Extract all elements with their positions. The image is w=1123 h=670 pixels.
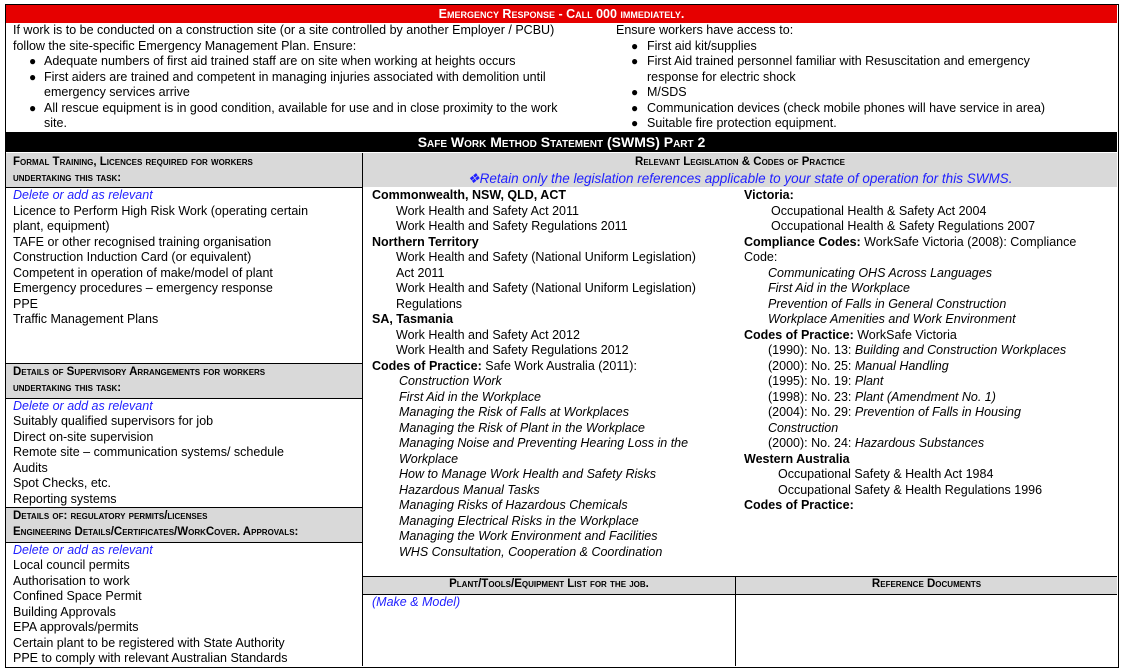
emergency-left-bullet-cont: emergency services arrive bbox=[44, 85, 190, 99]
diamond-icon: ❖ bbox=[467, 171, 480, 186]
cc-item: Prevention of Falls in General Construction bbox=[768, 297, 1007, 311]
emergency-right-bullet-cont: response for electric shock bbox=[647, 70, 796, 84]
bullet-icon: ● bbox=[29, 70, 37, 84]
vic-cop-title: Plant bbox=[854, 374, 884, 388]
vic-cop-head: Codes of Practice: bbox=[744, 328, 854, 342]
cop-heading-line bbox=[372, 359, 637, 375]
vic-head: Victoria: bbox=[744, 188, 794, 202]
emergency-right-bullet: First aid kit/supplies bbox=[647, 39, 757, 53]
training-item: plant, equipment) bbox=[13, 219, 110, 233]
vic-cop-item bbox=[768, 343, 1066, 359]
emergency-left-bullet-cont: site. bbox=[44, 116, 67, 130]
supervisory-header-2: undertaking this task: bbox=[13, 382, 122, 394]
cop-item: Construction Work bbox=[399, 374, 502, 388]
cop-item: Managing the Risk of Plant in the Workplace bbox=[399, 421, 645, 435]
sa-head: SA, Tasmania bbox=[372, 312, 454, 326]
vic-cop-title: Prevention of Falls in Housing bbox=[854, 405, 1021, 419]
training-item: Licence to Perform High Risk Work (operating certain bbox=[13, 204, 309, 218]
training-header-1: Formal Training, Licences required for workers bbox=[13, 156, 253, 168]
vic-cop-prefix: (1990): No. 13: bbox=[768, 343, 855, 357]
cc-item: First Aid in the Workplace bbox=[768, 281, 910, 295]
sa-item: Work Health and Safety Regulations 2012 bbox=[396, 343, 629, 357]
cc-item: Communicating OHS Across Languages bbox=[768, 266, 992, 280]
nt-item: Work Health and Safety (National Uniform Legislation) bbox=[396, 281, 696, 295]
vic-cop-item bbox=[768, 374, 883, 390]
vic-cop-prefix: (1995): No. 19: bbox=[768, 374, 855, 388]
vic-cop-prefix: (2004): No. 29: bbox=[768, 405, 855, 419]
vic-cop-source: WorkSafe Victoria bbox=[853, 328, 957, 342]
cw-item: Work Health and Safety Regulations 2011 bbox=[396, 219, 628, 233]
cop-item: How to Manage Work Health and Safety Risks bbox=[399, 467, 657, 481]
vic-cop-prefix: (2000): No. 25: bbox=[768, 359, 855, 373]
legislation-note bbox=[363, 171, 1117, 187]
vic-cop-prefix: (2000): No. 24: bbox=[768, 436, 855, 450]
cop-item: Managing the Work Environment and Facilities bbox=[399, 529, 658, 543]
wa-cop-head: Codes of Practice: bbox=[744, 498, 854, 512]
bullet-icon: ● bbox=[631, 101, 639, 115]
cop-item: Hazardous Manual Tasks bbox=[399, 483, 540, 497]
supervisory-header-1: Details of Supervisory Arrangements for workers bbox=[13, 366, 266, 378]
vic-cop-item bbox=[768, 390, 996, 406]
vic-cop-title: Construction bbox=[768, 421, 839, 435]
supervisory-item: Reporting systems bbox=[13, 492, 117, 506]
permits-item: EPA approvals/permits bbox=[13, 620, 139, 634]
emergency-right-bullet: Communication devices (check mobile phones will have service in area) bbox=[647, 101, 1046, 115]
cop-item: Workplace bbox=[399, 452, 459, 466]
bullet-icon: ● bbox=[29, 54, 37, 68]
vic-cop-item bbox=[768, 405, 1021, 421]
divider bbox=[363, 594, 1117, 595]
supervisory-item: Audits bbox=[13, 461, 48, 475]
emergency-left-bullet: Adequate numbers of first aid trained staff are on site when working at heights occurs bbox=[44, 54, 516, 68]
cc-heading-line bbox=[744, 235, 1076, 251]
permits-item: Local council permits bbox=[13, 558, 130, 572]
cop-head: Codes of Practice: bbox=[372, 359, 482, 373]
emergency-left-bullet: All rescue equipment is in good condition, available for use and in close proximity to the work bbox=[44, 101, 558, 115]
cw-head: Commonwealth, NSW, QLD, ACT bbox=[372, 188, 566, 202]
bullet-icon: ● bbox=[631, 54, 639, 68]
supervisory-note: Delete or add as relevant bbox=[13, 399, 153, 413]
permits-header-2: Engineering Details/Certificates/WorkCover. Approvals: bbox=[13, 526, 299, 538]
bullet-icon: ● bbox=[631, 85, 639, 99]
vic-cop-item bbox=[768, 421, 838, 437]
cop-item: Managing Risks of Hazardous Chemicals bbox=[399, 498, 628, 512]
training-item: Competent in operation of make/model of plant bbox=[13, 266, 273, 280]
cc-item: Workplace Amenities and Work Environment bbox=[768, 312, 1016, 326]
cop-source: Safe Work Australia (2011): bbox=[481, 359, 637, 373]
swms-title: Safe Work Method Statement (SWMS) Part 2 bbox=[6, 132, 1117, 152]
divider bbox=[6, 363, 362, 364]
wa-item: Occupational Safety & Health Act 1984 bbox=[778, 467, 994, 481]
training-item: TAFE or other recognised training organisation bbox=[13, 235, 272, 249]
emergency-left-intro-2: follow the site-specific Emergency Management Plan. Ensure: bbox=[13, 39, 357, 53]
nt-item: Act 2011 bbox=[396, 266, 445, 280]
vic-cop-title: Building and Construction Workplaces bbox=[854, 343, 1067, 357]
cop-item: WHS Consultation, Cooperation & Coordination bbox=[399, 545, 663, 559]
emergency-right-bullet: First Aid trained personnel familiar with Resuscitation and emergency bbox=[647, 54, 1030, 68]
permits-item: Confined Space Permit bbox=[13, 589, 142, 603]
cop-item: First Aid in the Workplace bbox=[399, 390, 541, 404]
permits-item: Authorisation to work bbox=[13, 574, 130, 588]
sa-item: Work Health and Safety Act 2012 bbox=[396, 328, 580, 342]
emergency-right-bullet: M/SDS bbox=[647, 85, 687, 99]
legislation-header: Relevant Legislation & Codes of Practice bbox=[635, 156, 845, 168]
wa-item: Occupational Safety & Health Regulations 1996 bbox=[778, 483, 1043, 497]
vic-cop-title: Manual Handling bbox=[854, 359, 949, 373]
vic-item: Occupational Health & Safety Act 2004 bbox=[771, 204, 987, 218]
vic-cop-item bbox=[768, 359, 949, 375]
vic-cop-title: Plant (Amendment No. 1) bbox=[854, 390, 996, 404]
supervisory-item: Direct on-site supervision bbox=[13, 430, 154, 444]
permits-item: Certain plant to be registered with State Authority bbox=[13, 636, 285, 650]
legislation-note-text: Retain only the legislation references applicable to your state of operation for this SWMS. bbox=[479, 171, 1013, 186]
cc-source: WorkSafe Victoria (2008): Compliance bbox=[860, 235, 1077, 249]
nt-item: Regulations bbox=[396, 297, 463, 311]
vic-item: Occupational Health & Safety Regulations 2007 bbox=[771, 219, 1036, 233]
nt-head: Northern Territory bbox=[372, 235, 479, 249]
supervisory-item: Suitably qualified supervisors for job bbox=[13, 414, 214, 428]
training-item: PPE bbox=[13, 297, 39, 311]
supervisory-item: Remote site – communication systems/ schedule bbox=[13, 445, 284, 459]
wa-head: Western Australia bbox=[744, 452, 850, 466]
plant-header: Plant/Tools/Equipment List for the job. bbox=[449, 578, 649, 590]
training-item: Construction Induction Card (or equivalent) bbox=[13, 250, 252, 264]
training-item: Emergency procedures – emergency response bbox=[13, 281, 273, 295]
permits-item: PPE to comply with relevant Australian Standards bbox=[13, 651, 288, 665]
nt-item: Work Health and Safety (National Uniform Legislation) bbox=[396, 250, 696, 264]
vic-cop-title: Hazardous Substances bbox=[854, 436, 985, 450]
permits-header-1: Details of: regulatory permits/licenses bbox=[13, 510, 208, 522]
emergency-title: Emergency Response - Call 000 immediately. bbox=[6, 5, 1117, 23]
vic-cop-item bbox=[768, 436, 984, 452]
bullet-icon: ● bbox=[29, 101, 37, 115]
training-note: Delete or add as relevant bbox=[13, 188, 153, 202]
cc-head: Compliance Codes: bbox=[744, 235, 861, 249]
training-item: Traffic Management Plans bbox=[13, 312, 159, 326]
cw-item: Work Health and Safety Act 2011 bbox=[396, 204, 579, 218]
emergency-left-intro-1: If work is to be conducted on a construction site (or a site controlled by another Employer / PCBU) bbox=[13, 23, 555, 37]
emergency-left-bullet: First aiders are trained and competent in managing injuries associated with demolition until bbox=[44, 70, 546, 84]
bullet-icon: ● bbox=[631, 116, 639, 130]
cop-item: Managing the Risk of Falls at Workplaces bbox=[399, 405, 629, 419]
emergency-right-bullet: Suitable fire protection equipment. bbox=[647, 116, 837, 130]
plant-note: (Make & Model) bbox=[372, 595, 461, 609]
cc-source-cont: Code: bbox=[744, 250, 778, 264]
training-header-2: undertaking this task: bbox=[13, 172, 122, 184]
bullet-icon: ● bbox=[631, 39, 639, 53]
vic-cop-heading-line bbox=[744, 328, 957, 344]
supervisory-item: Spot Checks, etc. bbox=[13, 476, 111, 490]
cop-item: Managing Electrical Risks in the Workplace bbox=[399, 514, 639, 528]
cop-item: Managing Noise and Preventing Hearing Loss in the bbox=[399, 436, 689, 450]
vic-cop-prefix: (1998): No. 23: bbox=[768, 390, 855, 404]
emergency-right-intro: Ensure workers have access to: bbox=[616, 23, 794, 37]
reference-header: Reference Documents bbox=[871, 578, 982, 590]
permits-note: Delete or add as relevant bbox=[13, 543, 153, 557]
permits-item: Building Approvals bbox=[13, 605, 116, 619]
